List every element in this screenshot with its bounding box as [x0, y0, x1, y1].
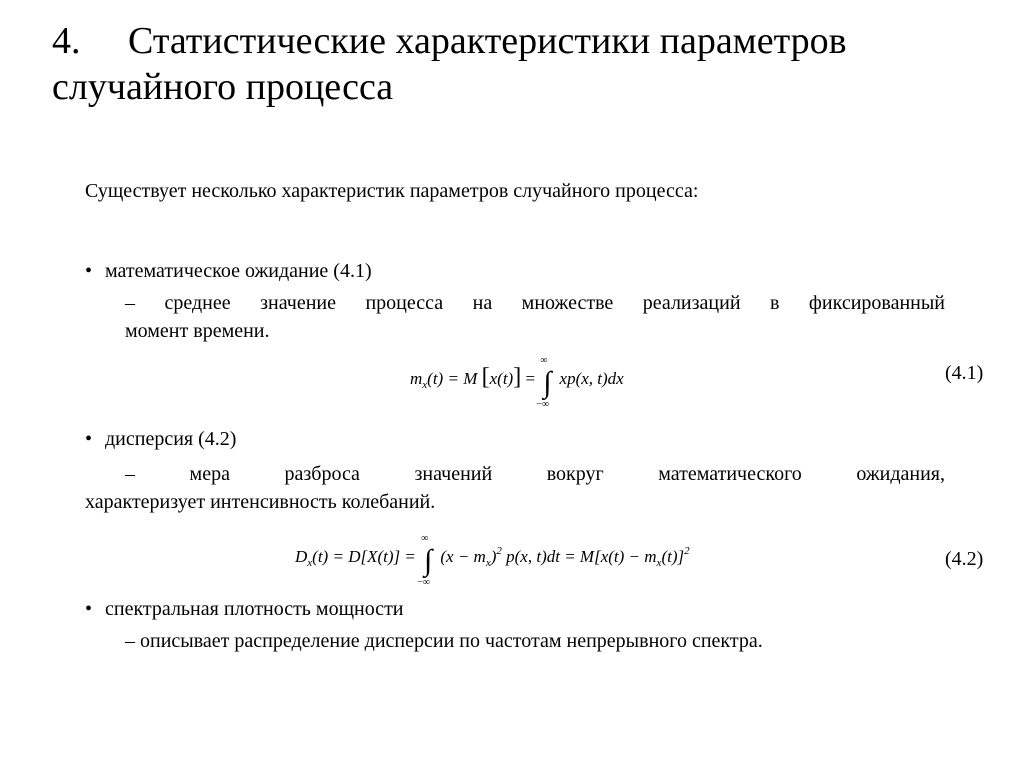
title-line-1: Статистические характеристики параметров	[128, 20, 847, 62]
list-item-expectation	[85, 260, 372, 283]
item-description-line-1: – мера разброса значений вокруг математического ожидания,	[125, 463, 945, 485]
integral-sign: ∫ ∞ −∞	[417, 533, 433, 588]
bullet-mark: •	[85, 598, 93, 620]
page-title	[52, 22, 847, 60]
integral-sign: ∫ ∞ −∞	[536, 355, 552, 410]
item-label: спектральная плотность мощности	[105, 598, 404, 620]
section-number: 4.	[52, 20, 81, 62]
bullet-mark: •	[85, 260, 93, 282]
item-description-line-2: характеризует интенсивность колебаний.	[85, 491, 436, 513]
formula-4-1: $m_x(t) = M$ [x(t)] = ∫ ∞ −∞ xp(x, t)dx	[410, 355, 624, 410]
equation-number-4-1: (4.1)	[945, 362, 984, 384]
equation-number-4-2: (4.2)	[945, 548, 984, 570]
bullet-mark: •	[85, 428, 93, 450]
list-item-dispersion	[85, 428, 236, 451]
item-label: дисперсия (4.2)	[105, 428, 237, 450]
item-description-line-2: момент времени.	[125, 320, 270, 342]
item-description-line-1: – среднее значение процесса на множестве реализаций в фиксированный	[125, 292, 945, 314]
item-label: математическое ожидание (4.1)	[105, 260, 372, 282]
list-item-spectral-density	[85, 598, 404, 621]
formula-4-2: $D_x(t) = D[X(t)]$ = ∫ ∞ −∞ $(x - m_x)^2$ p(x, $t)dt = M[x(t) - m_x(t)]^2$	[295, 533, 690, 588]
intro-text: Существует несколько характеристик параметров случайного процесса:	[85, 180, 699, 202]
title-line-2: случайного процесса	[52, 66, 394, 108]
item-description-line-1: – описывает распределение дисперсии по частотам непрерывного спектра.	[125, 630, 763, 652]
